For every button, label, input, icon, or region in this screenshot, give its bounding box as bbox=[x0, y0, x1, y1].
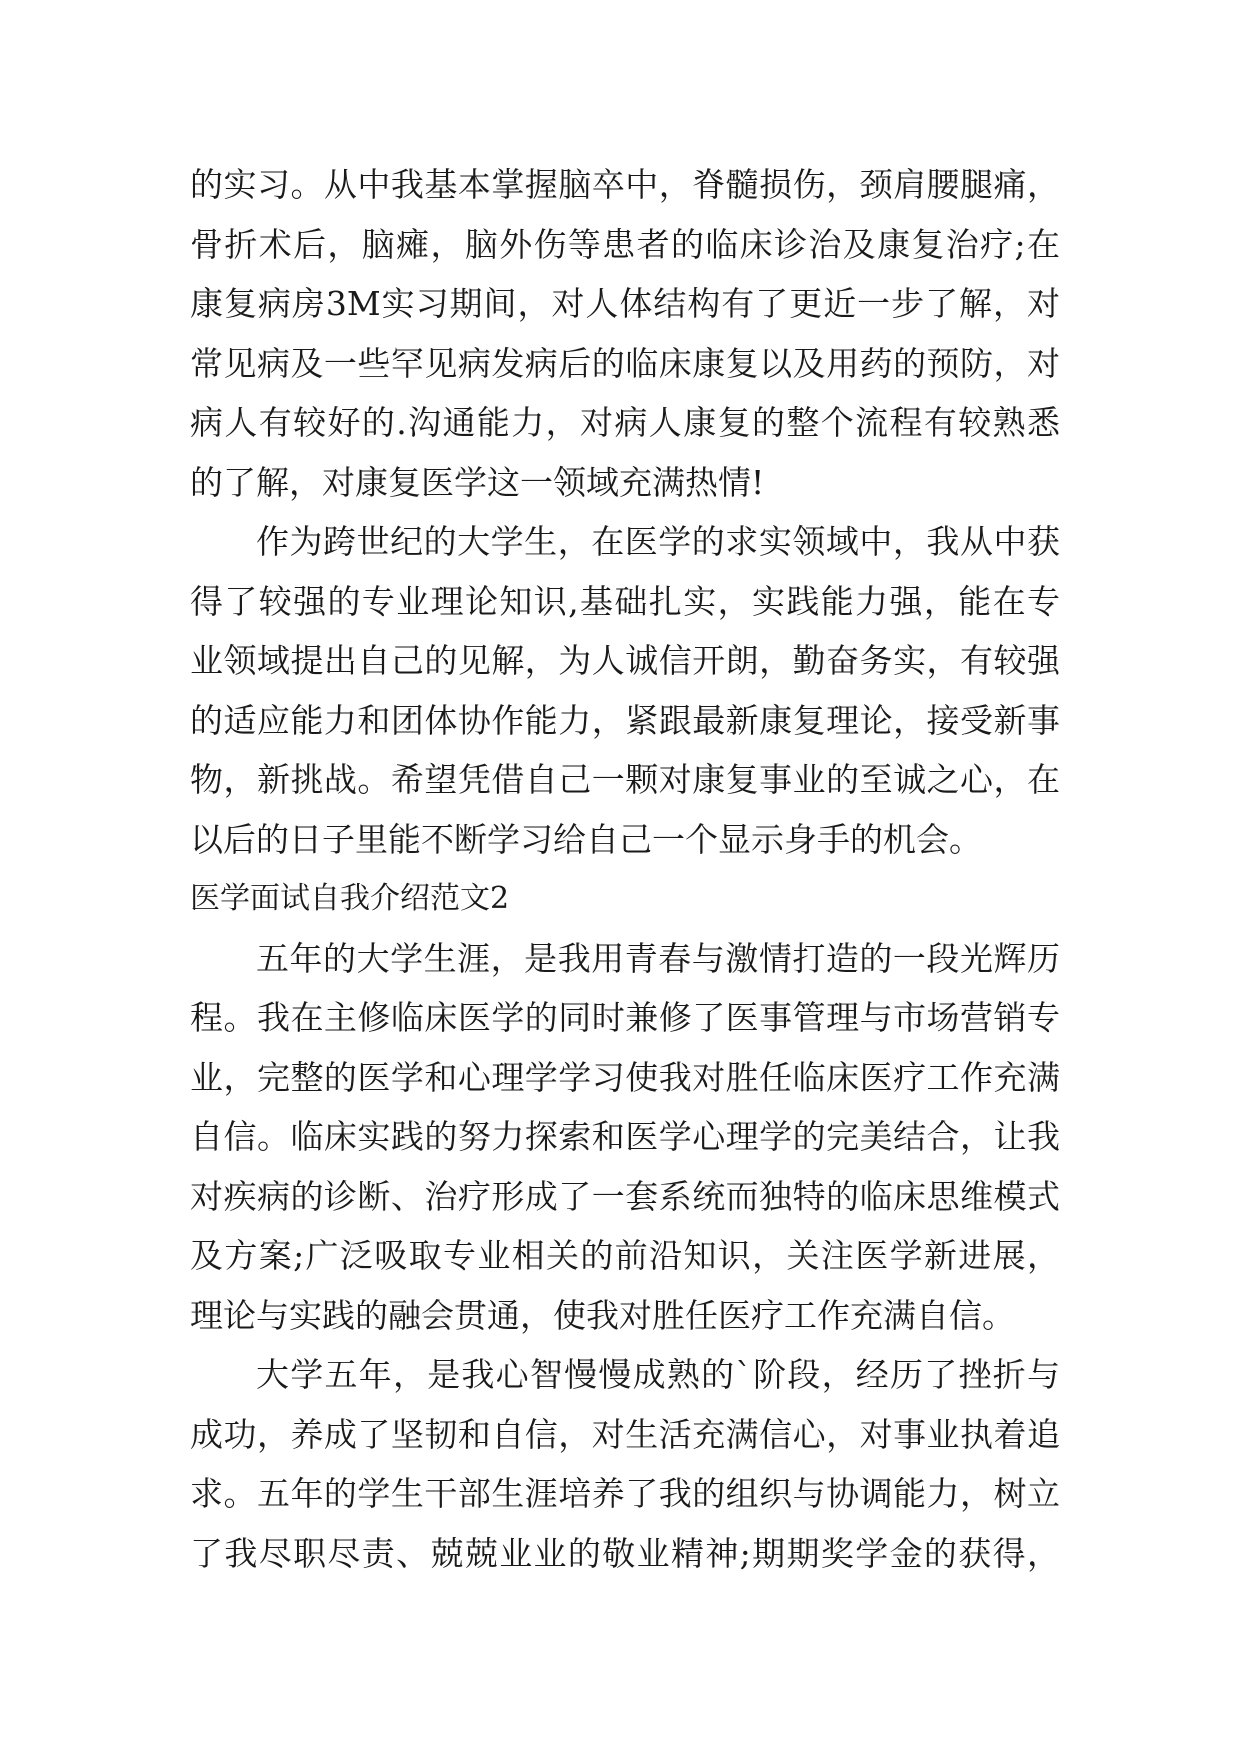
document-body bbox=[190, 155, 1060, 1583]
text-line: 常见病及一些罕见病发病后的临床康复以及用药的预防，对 bbox=[190, 343, 1060, 383]
paragraph-first-line: 大学五年，是我心智慢慢成熟的`阶段，经历了挫折与 bbox=[256, 1355, 1060, 1394]
text-line: 对疾病的诊断、治疗形成了一套系统而独特的临床思维模式 bbox=[190, 1176, 1060, 1216]
text-line: 程。我在主修临床医学的同时兼修了医事管理与市场营销专 bbox=[190, 998, 1060, 1037]
text-line: 业，完整的医学和心理学学习使我对胜任临床医疗工作充满 bbox=[190, 1057, 1060, 1097]
text-line: 病人有较好的.沟通能力，对病人康复的整个流程有较熟悉 bbox=[190, 403, 1060, 442]
text-line: 及方案;广泛吸取专业相关的前沿知识，关注医学新进展， bbox=[190, 1236, 1060, 1275]
text-line: 的了解，对康复医学这一领域充满热情! bbox=[190, 462, 765, 502]
text-line: 自信。临床实践的努力探索和医学心理学的完美结合，让我 bbox=[190, 1117, 1060, 1156]
text-line: 了我尽职尽责、兢兢业业的敬业精神;期期奖学金的获得， bbox=[190, 1533, 1060, 1573]
text-line: 骨折术后，脑瘫，脑外伤等患者的临床诊治及康复治疗;在 bbox=[190, 224, 1060, 264]
text-line: 成功，养成了坚韧和自信，对生活充满信心，对事业执着追 bbox=[190, 1414, 1060, 1454]
paragraph-first-line: 作为跨世纪的大学生，在医学的求实领域中，我从中获 bbox=[256, 522, 1060, 561]
text-line: 求。五年的学生干部生涯培养了我的组织与协调能力，树立 bbox=[190, 1474, 1060, 1513]
text-line: 康复病房3M实习期间，对人体结构有了更近一步了解，对 bbox=[190, 284, 1060, 323]
text-line: 的实习。从中我基本掌握脑卒中，脊髓损伤，颈肩腰腿痛， bbox=[190, 165, 1060, 204]
section-heading: 医学面试自我介绍范文2 bbox=[190, 881, 510, 916]
text-line: 以后的日子里能不断学习给自己一个显示身手的机会。 bbox=[190, 819, 982, 859]
text-line: 的适应能力和团体协作能力，紧跟最新康复理论，接受新事 bbox=[190, 700, 1060, 740]
text-line: 得了较强的专业理论知识,基础扎实，实践能力强，能在专 bbox=[190, 581, 1060, 621]
text-line: 业领域提出自己的见解，为人诚信开朗，勤奋务实，有较强 bbox=[190, 641, 1060, 680]
paragraph-first-line: 五年的大学生涯，是我用青春与激情打造的一段光辉历 bbox=[256, 938, 1060, 978]
text-line: 物，新挑战。希望凭借自己一颗对康复事业的至诚之心，在 bbox=[190, 760, 1060, 799]
text-line: 理论与实践的融会贯通，使我对胜任医疗工作充满自信。 bbox=[190, 1295, 1015, 1335]
